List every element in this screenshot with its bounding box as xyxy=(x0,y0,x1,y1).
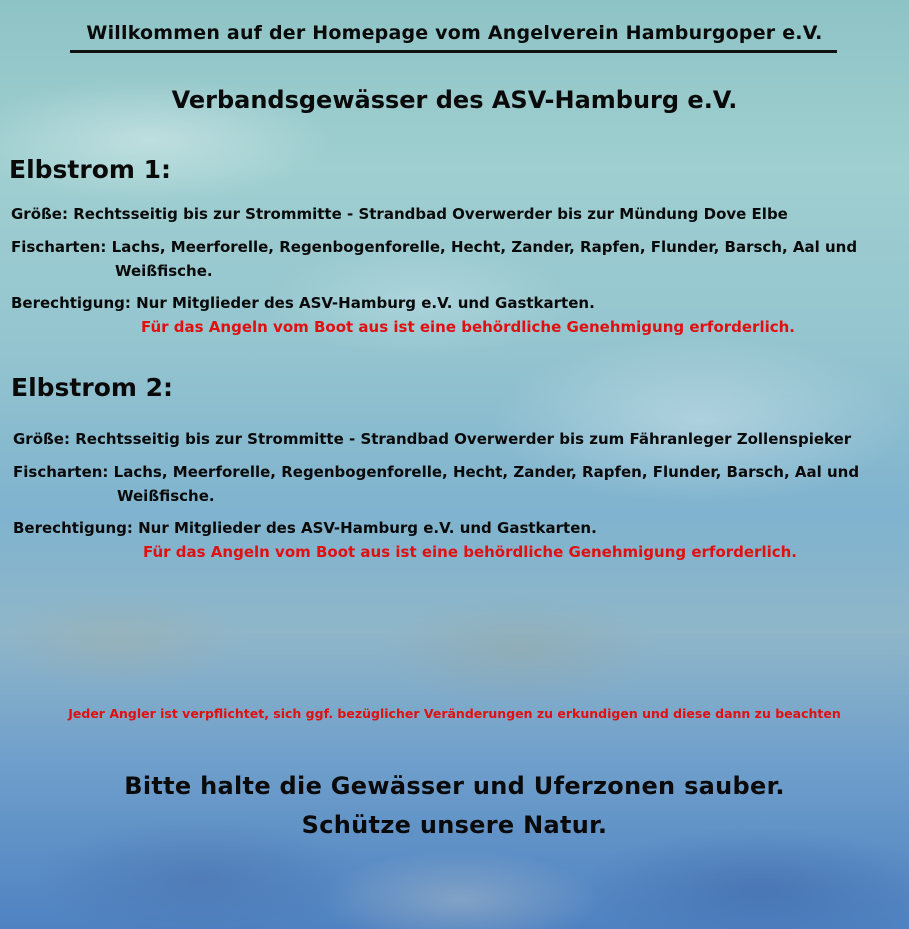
groesse-value: Rechtsseitig bis zur Strommitte - Strandbad Overwerder bis zum Fähranleger Zollenspieker xyxy=(75,430,852,448)
section-title-elbstrom-2: Elbstrom 2: xyxy=(11,373,174,402)
groesse-label: Größe: xyxy=(11,205,68,223)
groesse-value: Rechtsseitig bis zur Strommitte - Strandbad Overwerder bis zur Mündung Dove Elbe xyxy=(73,205,788,223)
fischarten-row-1 xyxy=(11,236,857,259)
berechtigung-row-1 xyxy=(11,292,595,315)
berechtigung-label: Berechtigung: xyxy=(11,294,131,312)
boot-hinweis-2: Für das Angeln vom Boot aus ist eine behördliche Genehmigung erforderlich. xyxy=(143,543,798,561)
berechtigung-value: Nur Mitglieder des ASV-Hamburg e.V. und Gastkarten. xyxy=(138,519,597,537)
boot-hinweis-1: Für das Angeln vom Boot aus ist eine behördliche Genehmigung erforderlich. xyxy=(141,318,796,336)
groesse-row-1 xyxy=(11,203,788,226)
closing-line-2: Schütze unsere Natur. xyxy=(301,811,608,839)
fischarten-value: Lachs, Meerforelle, Regenbogenforelle, Hecht, Zander, Rapfen, Flunder, Barsch, Aal und xyxy=(113,463,860,481)
angler-notice: Jeder Angler ist verpflichtet, sich ggf. bezüglicher Veränderungen zu erkundigen und diese dann zu beachten xyxy=(68,706,841,721)
groesse-label: Größe: xyxy=(13,430,70,448)
fischarten-label: Fischarten: xyxy=(13,463,109,481)
berechtigung-label: Berechtigung: xyxy=(13,519,133,537)
welcome-title: Willkommen auf der Homepage vom Angelverein Hamburgoper e.V. xyxy=(86,22,823,44)
section-title-elbstrom-1: Elbstrom 1: xyxy=(9,155,172,184)
fischarten-continuation-2: Weißfische. xyxy=(117,487,215,505)
closing-line-1: Bitte halte die Gewässer und Uferzonen sauber. xyxy=(124,772,785,800)
title-divider xyxy=(70,50,837,53)
fischarten-value: Lachs, Meerforelle, Regenbogenforelle, Hecht, Zander, Rapfen, Flunder, Barsch, Aal und xyxy=(111,238,858,256)
groesse-row-2 xyxy=(13,428,851,451)
berechtigung-row-2 xyxy=(13,517,597,540)
fischarten-continuation-1: Weißfische. xyxy=(115,262,213,280)
berechtigung-value: Nur Mitglieder des ASV-Hamburg e.V. und Gastkarten. xyxy=(136,294,595,312)
fischarten-row-2 xyxy=(13,461,859,484)
page-heading: Verbandsgewässer des ASV-Hamburg e.V. xyxy=(171,86,738,114)
fischarten-label: Fischarten: xyxy=(11,238,107,256)
